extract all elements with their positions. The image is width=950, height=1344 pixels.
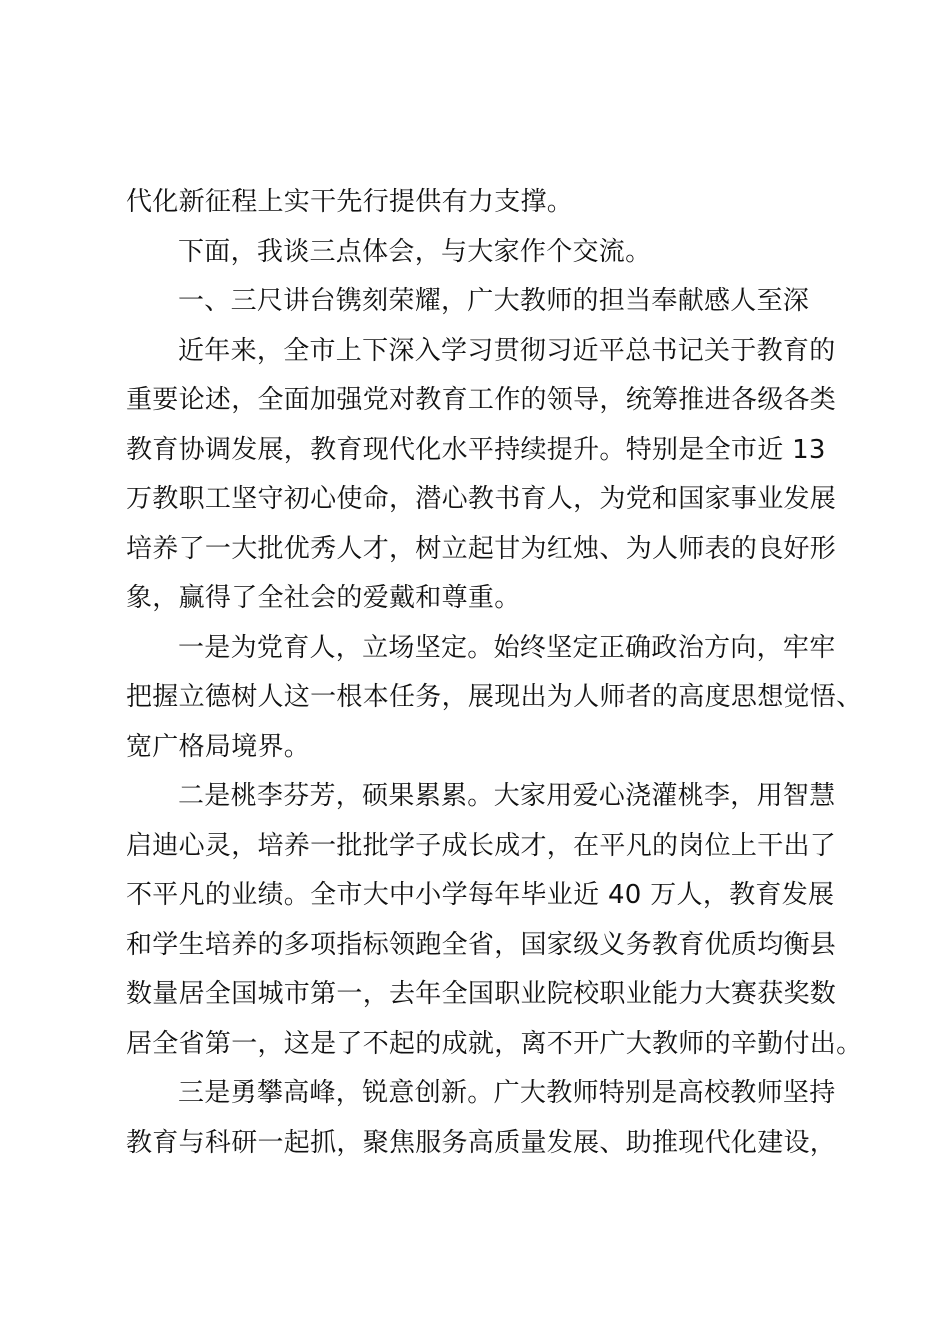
body-line: 下面，我谈三点体会，与大家作个交流。 [178,236,652,267]
body-line: 把握立德树人这一根本任务，展现出为人师者的高度思想觉悟、 [126,682,863,712]
body-line: 一是为党育人，立场坚定。始终坚定正确政治方向，牢牢 [178,632,836,663]
body-line: 重要论述，全面加强党对教育工作的领导，统筹推进各级各类 [126,385,837,415]
body-line: 教育协调发展，教育现代化水平持续提升。特别是全市近 13 [126,434,826,465]
body-line: 三是勇攀高峰，锐意创新。广大教师特别是高校教师坚持 [178,1078,836,1108]
body-line: 宽广格局境界。 [126,731,311,762]
body-line: 培养了一大批优秀人才，树立起甘为红烛、为人师表的良好形 [126,533,837,564]
body-line: 象，赢得了全社会的爱戴和尊重。 [126,583,521,613]
section-heading: 一、三尺讲台镌刻荣耀，广大教师的担当奉献感人至深 [178,286,810,316]
body-line: 代化新征程上实干先行提供有力支撑。 [126,187,574,217]
body-line: 数量居全国城市第一，去年全国职业院校职业能力大赛获奖数 [126,979,837,1009]
body-line: 教育与科研一起抓，聚焦服务高质量发展、助推现代化建设， [126,1127,837,1158]
body-line: 二是桃李芬芳，硕果累累。大家用爱心浇灌桃李，用智慧 [178,781,836,811]
body-line: 和学生培养的多项指标领跑全省，国家级义务教育优质均衡县 [126,929,837,960]
body-line: 启迪心灵，培养一批批学子成长成才，在平凡的岗位上干出了 [126,830,837,861]
body-line: 近年来，全市上下深入学习贯彻习近平总书记关于教育的 [178,335,836,366]
body-line: 万教职工坚守初心使命，潜心教书育人，为党和国家事业发展 [126,484,837,514]
body-line: 不平凡的业绩。全市大中小学每年毕业近 40 万人，教育发展 [126,880,835,910]
document-body [126,178,863,1168]
body-line: 居全省第一，这是了不起的成就，离不开广大教师的辛勤付出。 [126,1028,863,1059]
